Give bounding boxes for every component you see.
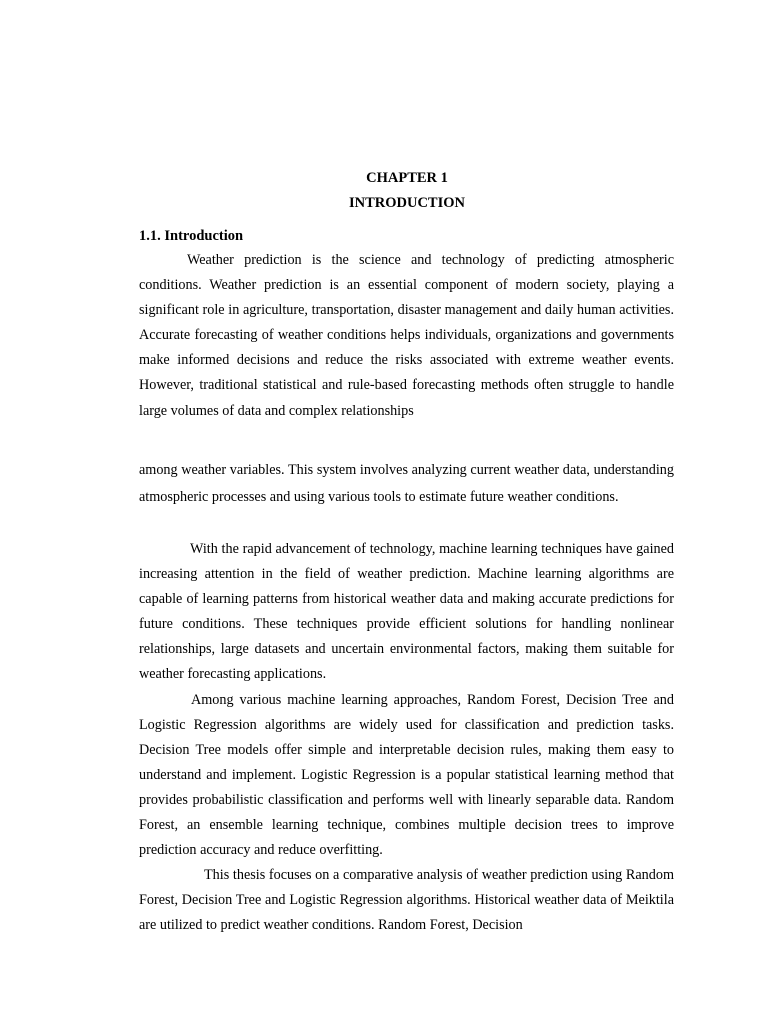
chapter-title: INTRODUCTION: [348, 195, 465, 211]
paragraphs-3-5-block: [139, 537, 674, 939]
paragraph: With the rapid advancement of technology, machine learning techniques have gained increasing attention in the field of weather prediction. Machine learning algorithms are capable of learning patterns from historical weather data and making accurate predictions for future conditions. These techniques provide efficient solutions for handling nonlinear relationships, large datasets and uncertain environmental factors, making them suitable for weather forecasting applications.: [139, 541, 674, 683]
chapter-label: CHAPTER 1: [366, 170, 448, 186]
paragraph: among weather variables. This system involves analyzing current weather data, understanding atmospheric processes and using various tools to estimate future weather conditions.: [139, 462, 674, 505]
section-heading: 1.1. Introduction: [139, 228, 244, 244]
paragraph: Weather prediction is the science and technology of predicting atmospheric conditions. Weather prediction is an essential component of modern society, playing a significant role in agriculture, transportation, disaster management and daily human activities. Accurate forecasting of weather conditions helps individuals, organizations and governments make informed decisions and reduce the risks associated with extreme weather events. However, traditional statistical and rule-based forecasting methods often struggle to handle large volumes of data and complex relationships: [139, 252, 674, 419]
paragraph: This thesis focuses on a comparative analysis of weather prediction using Random Forest, Decision Tree and Logistic Regression algorithms. Historical weather data of Meiktila are utilized to predict weather conditions. Random Forest, Decision: [139, 867, 674, 934]
paragraph: Among various machine learning approaches, Random Forest, Decision Tree and Logistic Regression algorithms are widely used for classification and prediction tasks. Decision Tree models offer simple and interpretable decision rules, making them easy to understand and implement. Logistic Regression is a popular statistical learning method that provides probabilistic classification and performs well with linearly separable data. Random Forest, an ensemble learning technique, combines multiple decision trees to improve prediction accuracy and reduce overfitting.: [139, 691, 674, 859]
paragraph-1-block: [139, 248, 674, 424]
paragraph-2-block: [139, 457, 674, 511]
